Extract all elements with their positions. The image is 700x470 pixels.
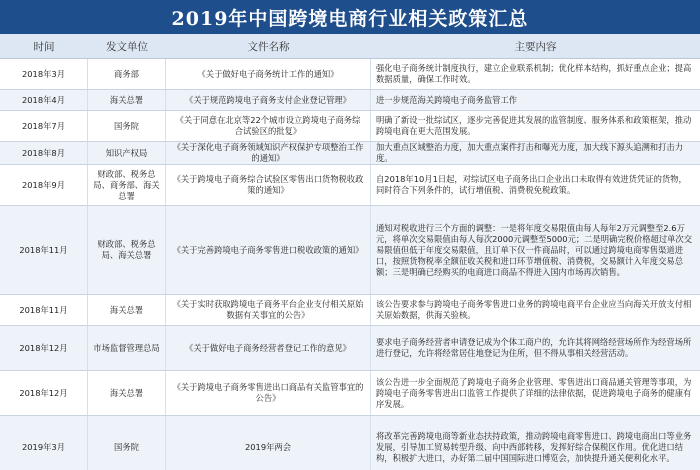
table-row [0,142,700,165]
table-header [0,34,700,59]
table-row [0,206,700,295]
cell-issuer: 市场监督管理总局 [88,326,166,370]
table-row [0,326,700,371]
cell-time: 2018年7月 [0,111,88,141]
cell-issuer: 海关总署 [88,295,166,325]
table-row [0,295,700,326]
cell-content: 该公告进一步全面规范了跨境电子商务企业管理、零售进出口商品通关管理等事项，为跨境电子商务零售进出口监管工作提供了详细的法律依据，促进跨境电子商务的健康有序发展。 [376,376,692,409]
page-title: 2019年中国跨境电商行业相关政策汇总 [0,0,700,34]
cell-issuer: 海关总署 [88,371,166,415]
cell-doc: 《关于跨境电子商务零售进出口商品有关监管事宜的公告》 [166,371,371,415]
table-row [0,371,700,416]
table-body [0,59,700,470]
header-content: 主要内容 [514,40,557,53]
table-row [0,111,700,142]
cell-content: 进一步规范海关跨境电子商务监管工作 [376,94,518,105]
header-time: 时间 [33,40,55,53]
table-row [0,59,700,90]
cell-doc: 《关于同意在北京等22个城市设立跨境电子商务综合试验区的批复》 [166,111,371,141]
cell-time: 2018年11月 [0,295,88,325]
cell-content: 明确了新设一批综试区，逐步完善促进其发展的监管制度、服务体系和政策框架，推动跨境电商在更大范围发展。 [376,115,692,136]
cell-content: 将改革完善跨境电商等新业态扶持政策，推动跨境电商零售进口、跨境电商出口等业务发展，引导加工贸易转型升级、向中西部转移，发挥好综合保税区作用。优化进口结构，积极扩大进口，办好第二届中国国际进口博览会，加快提升通关便利化水平。 [376,430,692,463]
cell-issuer: 国务院 [88,416,166,470]
cell-time: 2018年3月 [0,59,88,89]
cell-content: 通知对税收进行三个方面的调整：一是将年度交易限值由每人每年2万元调整至2.6万元，将单次交易限值由每人每次2000元调整至5000元；二是明确完税价格超过单次交易限值但低于年度交易限值，且订单下仅一件商品时，可以通过跨境电商零售渠道进口，按照货物税率全额征收关税和进口环节增值税、消费税，交易额计入年度交易总额；三是明确已经购买的电商进口商品不得进入国内市场再次销售。 [376,222,693,277]
cell-doc: 《关于规范跨境电子商务支付企业登记管理》 [166,90,371,110]
cell-doc: 《关于完善跨境电子商务零售进口税收政策的通知》 [166,206,371,294]
cell-doc: 《关于跨境电子商务综合试验区零售出口货物税收政策的通知》 [166,165,371,205]
cell-issuer: 知识产权局 [88,142,166,164]
cell-content: 该公告要求参与跨境电子商务零售进口业务的跨境电商平台企业应当向海关开放支付相关原始数据，供海关验核。 [376,299,692,320]
cell-issuer: 财政部、税务总局、海关总署 [88,206,166,294]
cell-doc: 《关于实时获取跨境电子商务平台企业支付相关原始数据有关事宜的公告》 [166,295,371,325]
cell-time: 2018年9月 [0,165,88,205]
cell-issuer: 财政部、税务总局、商务部、海关总署 [88,165,166,205]
cell-time: 2018年12月 [0,371,88,415]
cell-content: 要求电子商务经营者申请登记成为个体工商户的，允许其将网络经营场所作为经营场所进行登记，允许将经常居住地登记为住所，但不得从事相关经营活动。 [376,337,692,358]
table-row [0,90,700,111]
cell-time: 2018年12月 [0,326,88,370]
header-issuer: 发文单位 [106,40,148,53]
cell-time: 2018年11月 [0,206,88,294]
cell-doc: 《关于做好电子商务经营者登记工作的意见》 [166,326,371,370]
cell-content: 加大重点区域整治力度，加大重点案件打击和曝光力度，加大线下源头追溯和打击力度。 [376,142,683,163]
cell-doc: 2019年两会 [166,416,371,470]
cell-time: 2018年4月 [0,90,88,110]
cell-doc: 《关于做好电子商务统计工作的通知》 [166,59,371,89]
table-row [0,416,700,470]
cell-issuer: 商务部 [88,59,166,89]
policy-table [0,34,700,470]
cell-content: 自2018年10月1日起，对综试区电子商务出口企业出口未取得有效进货凭证的货物，同时符合下列条件的，试行增值税、消费税免税政策。 [376,174,687,195]
cell-time: 2019年3月 [0,416,88,470]
header-doc: 文件名称 [247,40,290,53]
cell-time: 2018年8月 [0,142,88,164]
cell-issuer: 国务院 [88,111,166,141]
cell-content: 强化电子商务统计制度执行，建立企业联系机制；优化样本结构，抓好重点企业；提高数据质量，确保工作时效。 [376,63,692,84]
cell-doc: 《关于深化电子商务领域知识产权保护专项整治工作的通知》 [166,142,371,164]
cell-issuer: 海关总署 [88,90,166,110]
table-row [0,165,700,206]
